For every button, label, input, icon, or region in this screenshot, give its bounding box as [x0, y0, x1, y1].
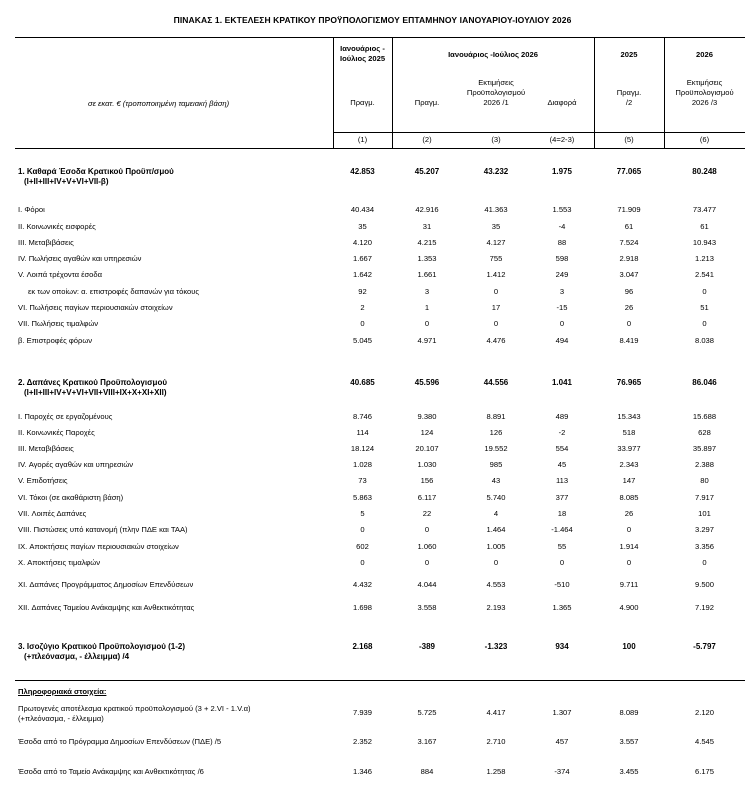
- value-cell: 15.343: [617, 412, 641, 421]
- sub-header-line: Εκτιμήσεις: [686, 78, 723, 87]
- value-cell: 1.307: [552, 708, 572, 717]
- row-label-line: II. Κοινωνικές Παροχές: [18, 428, 95, 437]
- row-label: [18, 603, 194, 613]
- value-cell: 2.343: [619, 460, 639, 469]
- value-cell: 80: [700, 476, 709, 485]
- row-label: [18, 428, 95, 438]
- value-cell: 76.965: [616, 378, 642, 387]
- value-cell: 1.005: [486, 542, 506, 551]
- value-cell: 19.552: [484, 444, 508, 453]
- value-cell: 4.553: [486, 580, 506, 589]
- value-cell: 0: [559, 319, 565, 328]
- row-label-line: β. Επιστροφές φόρων: [18, 336, 93, 345]
- header-line: Ιούλιος 2025: [339, 54, 386, 63]
- value-cell: 8.891: [486, 412, 506, 421]
- value-cell: 1.464: [486, 525, 506, 534]
- row-label: [18, 270, 102, 280]
- row-label-line: Πληροφοριακά στοιχεία:: [18, 687, 107, 696]
- value-cell: 1.041: [551, 378, 573, 387]
- row-label-line: (+πλεόνασμα, - έλλειμμα): [18, 714, 104, 723]
- value-cell: 934: [555, 642, 569, 651]
- row-label-line: (I+II+III+IV+V+VI+VII+VIII+IX+X+XI+XII): [24, 388, 167, 397]
- value-cell: 489: [555, 412, 569, 421]
- row-label-line: 1. Καθαρά Έσοδα Κρατικού Προϋπ/σμού: [18, 167, 174, 176]
- value-cell: 35: [358, 222, 367, 231]
- value-cell: 0: [360, 525, 365, 534]
- value-cell: 1.028: [352, 460, 372, 469]
- value-cell: 1.213: [694, 254, 714, 263]
- sub-header-line: 2026 /3: [691, 98, 718, 107]
- value-cell: 0: [493, 558, 499, 567]
- value-cell: 2.193: [486, 603, 506, 612]
- value-cell: 985: [489, 460, 503, 469]
- row-label: [18, 303, 173, 313]
- row-label: [18, 525, 188, 535]
- units-label: σε εκατ. € (τροποποιημένη ταμειακή βάση): [88, 99, 230, 108]
- value-cell: 156: [420, 476, 434, 485]
- value-cell: 9.500: [694, 580, 714, 589]
- value-cell: 4.044: [417, 580, 437, 589]
- value-cell: 2.352: [352, 737, 372, 746]
- sub-header: [333, 98, 392, 108]
- sub-header-line: Εκτιμήσεις: [478, 78, 514, 87]
- row-label: [18, 704, 251, 724]
- row-label: [18, 642, 185, 662]
- sub-header: [530, 98, 594, 108]
- value-cell: 8.089: [619, 708, 639, 717]
- row-label-line: IX. Αποκτήσεις παγίων περιουσιακών στοιχείων: [18, 542, 179, 551]
- value-cell: 457: [555, 737, 569, 746]
- row-label: [18, 378, 167, 398]
- value-cell: 3: [559, 287, 565, 296]
- value-cell: 0: [360, 319, 365, 328]
- value-cell: -4: [558, 222, 566, 231]
- value-cell: 0: [493, 319, 499, 328]
- header-line: Ιανουάριος -: [340, 44, 385, 53]
- row-label-line: VII. Πωλήσεις τιμαλφών: [18, 319, 99, 328]
- value-cell: 33.977: [617, 444, 641, 453]
- value-cell: 884: [420, 767, 434, 776]
- value-cell: 2.168: [352, 642, 373, 651]
- value-cell: 2.120: [694, 708, 714, 717]
- value-cell: 147: [622, 476, 636, 485]
- value-cell: 5.725: [417, 708, 437, 717]
- value-cell: 1.258: [486, 767, 506, 776]
- sub-header-line: Πραγμ.: [414, 98, 440, 107]
- value-cell: 4.432: [352, 580, 372, 589]
- value-cell: 61: [624, 222, 634, 231]
- value-cell: 602: [356, 542, 369, 551]
- value-cell: 1.914: [619, 542, 639, 551]
- value-cell: 1.642: [352, 270, 372, 279]
- value-cell: 17: [491, 303, 501, 312]
- value-cell: 1.365: [552, 603, 572, 612]
- row-label-line: IV. Αγορές αγαθών και υπηρεσιών: [18, 460, 134, 469]
- value-cell: 45.596: [414, 378, 440, 387]
- row-label-line: II. Κοινωνικές εισφορές: [18, 222, 96, 231]
- value-cell: 7.524: [619, 238, 639, 247]
- value-cell: 5.740: [486, 493, 506, 502]
- column-number: (6): [699, 135, 710, 144]
- value-cell: 43: [491, 476, 501, 485]
- value-cell: 377: [555, 493, 569, 502]
- value-cell: 0: [424, 525, 430, 534]
- value-cell: 1.667: [352, 254, 372, 263]
- value-cell: 4.215: [417, 238, 437, 247]
- column-number: (5): [624, 135, 634, 144]
- value-cell: -2: [558, 428, 566, 437]
- value-cell: 80.248: [692, 167, 717, 176]
- value-cell: 42.916: [415, 205, 439, 214]
- row-label-line: 2. Δαπάνες Κρατικού Προϋπολογισμού: [18, 378, 167, 387]
- row-label-line: VIII. Πιστώσεις υπό κατανομή (πλην ΠΔΕ και ΤΑΑ): [18, 525, 188, 534]
- value-cell: 42.853: [350, 167, 375, 176]
- value-cell: 4.417: [486, 708, 506, 717]
- row-label: [18, 319, 98, 329]
- column-number: (4=2-3): [549, 135, 575, 144]
- value-cell: -374: [554, 767, 570, 776]
- value-cell: 2.918: [619, 254, 639, 263]
- value-cell: -1.464: [551, 525, 573, 534]
- row-label: [18, 687, 106, 697]
- value-cell: 4.971: [417, 336, 437, 345]
- value-cell: 45.207: [414, 167, 440, 176]
- column-number: (3): [491, 135, 501, 144]
- value-cell: 3.297: [694, 525, 714, 534]
- value-cell: 0: [559, 558, 565, 567]
- row-label: [18, 476, 68, 486]
- value-cell: 1: [424, 303, 430, 312]
- header-group-2025: 2025: [620, 50, 638, 59]
- row-label: [18, 336, 92, 346]
- value-cell: 1.553: [552, 205, 572, 214]
- value-cell: -1.323: [484, 642, 508, 651]
- sub-header-line: /2: [625, 98, 633, 107]
- value-cell: 0: [424, 558, 430, 567]
- value-cell: 86.046: [692, 378, 717, 387]
- row-label: [18, 238, 74, 248]
- row-label-line: I. Παροχές σε εργαζομένους: [18, 412, 113, 421]
- value-cell: 124: [420, 428, 434, 437]
- value-cell: 1.698: [352, 603, 372, 612]
- row-label: [18, 558, 100, 568]
- header-group-2026-period: Ιανουάριος -Ιούλιος 2026: [448, 50, 538, 59]
- sub-header: [664, 78, 745, 108]
- row-label: [18, 460, 133, 470]
- value-cell: 8.038: [694, 336, 714, 345]
- value-cell: 4.476: [486, 336, 506, 345]
- value-cell: 18: [557, 509, 567, 518]
- value-cell: 4.120: [352, 238, 372, 247]
- value-cell: 0: [702, 558, 707, 567]
- value-cell: 92: [358, 287, 367, 296]
- value-cell: 0: [424, 319, 430, 328]
- table-title: ΠΙΝΑΚΑΣ 1. ΕΚΤΕΛΕΣΗ ΚΡΑΤΙΚΟΥ ΠΡΟΫΠΟΛΟΓΙΣΜΟΥ ΕΠΤΑΜΗΝΟΥ ΙΑΝΟΥΑΡΙΟΥ-ΙΟΥΛΙΟΥ 2026: [173, 15, 572, 25]
- sub-header-line: 2026 /1: [483, 98, 509, 107]
- value-cell: 44.556: [483, 378, 509, 387]
- sub-header: [392, 98, 462, 108]
- value-cell: 3.455: [619, 767, 639, 776]
- value-cell: 73: [358, 476, 367, 485]
- row-label-line: VII. Λοιπές Δαπάνες: [18, 509, 87, 518]
- row-label-line: IV. Πωλήσεις αγαθών και υπηρεσιών: [18, 254, 142, 263]
- value-cell: 3.047: [619, 270, 639, 279]
- value-cell: 5.045: [352, 336, 372, 345]
- header-group-2026: 2026: [696, 50, 713, 59]
- row-label-line: Έσοδα από το Ταμείο Ανάκαμψης και Ανθεκτικότητας /6: [18, 767, 204, 776]
- value-cell: 0: [626, 525, 632, 534]
- value-cell: 7.917: [694, 493, 714, 502]
- value-cell: 6.117: [417, 493, 437, 502]
- row-label: [18, 737, 221, 747]
- row-label: [18, 509, 86, 519]
- value-cell: 3.558: [417, 603, 437, 612]
- row-label: [18, 167, 174, 187]
- value-cell: 2.710: [486, 737, 506, 746]
- value-cell: 4: [493, 509, 499, 518]
- sub-header-line: Πραγμ.: [616, 88, 642, 97]
- value-cell: 18.124: [350, 444, 375, 453]
- header-sub-rule: [333, 132, 745, 133]
- value-cell: 4.900: [619, 603, 639, 612]
- value-cell: 3.557: [619, 737, 639, 746]
- value-cell: 3.356: [694, 542, 714, 551]
- value-cell: -510: [554, 580, 570, 589]
- value-cell: 9.380: [417, 412, 437, 421]
- value-cell: 101: [698, 509, 711, 518]
- row-label-line: Πρωτογενές αποτέλεσμα κρατικού προϋπολογισμού (3 + 2.VI - 1.V.α): [18, 704, 251, 713]
- value-cell: 1.975: [551, 167, 573, 176]
- sub-header: [462, 78, 530, 108]
- value-cell: 628: [698, 428, 711, 437]
- value-cell: 8.419: [619, 336, 639, 345]
- value-cell: 35: [491, 222, 501, 231]
- value-cell: 100: [622, 642, 636, 651]
- value-cell: 1.412: [486, 270, 506, 279]
- row-label-line: V. Επιδοτήσεις: [18, 476, 68, 485]
- row-label: [18, 254, 141, 264]
- value-cell: 1.353: [417, 254, 437, 263]
- row-label-line: XII. Δαπάνες Ταμείου Ανάκαμψης και Ανθεκτικότητας: [18, 603, 195, 612]
- column-number: (2): [422, 135, 432, 144]
- value-cell: 43.232: [483, 167, 509, 176]
- row-label-line: III. Μεταβιβάσεις: [18, 238, 74, 247]
- value-cell: 113: [555, 476, 569, 485]
- value-cell: 2.388: [694, 460, 714, 469]
- value-cell: 2.541: [694, 270, 714, 279]
- value-cell: 126: [489, 428, 503, 437]
- value-cell: 1.346: [352, 767, 372, 776]
- sub-header-line: Προϋπολογισμού: [466, 88, 526, 97]
- value-cell: 0: [493, 287, 499, 296]
- sub-header-line: Πραγμ.: [350, 98, 375, 107]
- row-label: [28, 287, 199, 297]
- value-cell: 77.065: [616, 167, 642, 176]
- value-cell: 61: [700, 222, 709, 231]
- row-label: [18, 542, 179, 552]
- value-cell: 31: [422, 222, 432, 231]
- value-cell: 494: [555, 336, 569, 345]
- value-cell: 9.711: [619, 580, 639, 589]
- row-label-line: Έσοδα από το Πρόγραμμα Δημοσίων Επενδύσεων (ΠΔΕ) /5: [18, 737, 222, 746]
- value-cell: 22: [422, 509, 432, 518]
- value-cell: 3: [424, 287, 430, 296]
- value-cell: 8.085: [619, 493, 639, 502]
- value-cell: 26: [624, 509, 634, 518]
- value-cell: -389: [418, 642, 435, 651]
- row-label-line: III. Μεταβιβάσεις: [18, 444, 74, 453]
- row-label: [18, 493, 123, 503]
- value-cell: 0: [360, 558, 365, 567]
- row-label-line: I. Φόροι: [18, 205, 45, 214]
- value-cell: 15.688: [692, 412, 717, 421]
- row-label: [18, 412, 112, 422]
- sub-header-line: Προϋπολογισμού: [675, 88, 734, 97]
- value-cell: 71.909: [617, 205, 641, 214]
- row-label: [18, 205, 45, 215]
- row-label-line: V. Λοιπά τρέχοντα έσοδα: [18, 270, 103, 279]
- info-section-rule: [15, 680, 745, 681]
- value-cell: 0: [702, 319, 707, 328]
- column-number: (1): [357, 135, 368, 144]
- row-label: [18, 767, 204, 777]
- value-cell: 0: [702, 287, 707, 296]
- row-label-line: (+πλεόνασμα, - έλλειμμα) /4: [24, 652, 130, 661]
- value-cell: 96: [624, 287, 634, 296]
- value-cell: 73.477: [692, 205, 717, 214]
- value-cell: 20.107: [415, 444, 439, 453]
- value-cell: 40.685: [350, 378, 375, 387]
- value-cell: 1.060: [417, 542, 437, 551]
- value-cell: 4.127: [486, 238, 506, 247]
- value-cell: 3.167: [417, 737, 437, 746]
- header-group-2025-period: [333, 44, 392, 64]
- value-cell: 35.897: [692, 444, 717, 453]
- value-cell: 8.746: [352, 412, 372, 421]
- value-cell: 518: [622, 428, 636, 437]
- row-label-line: VI. Πωλήσεις παγίων περιουσιακών στοιχείων: [18, 303, 173, 312]
- value-cell: 0: [626, 319, 632, 328]
- value-cell: 6.175: [694, 767, 714, 776]
- value-cell: 45: [557, 460, 567, 469]
- row-label-line: 3. Ισοζύγιο Κρατικού Προϋπολογισμού (1-2): [18, 642, 185, 651]
- value-cell: 26: [624, 303, 634, 312]
- value-cell: 88: [557, 238, 567, 247]
- value-cell: 51: [700, 303, 709, 312]
- value-cell: 249: [555, 270, 569, 279]
- row-label-line: VI. Τόκοι (σε ακαθάριστη βάση): [18, 493, 124, 502]
- value-cell: 5: [360, 509, 365, 518]
- value-cell: 7.192: [694, 603, 714, 612]
- value-cell: 2: [360, 303, 365, 312]
- row-label: [18, 444, 74, 454]
- sub-header-line: Διαφορά: [547, 98, 577, 107]
- row-label: [18, 222, 96, 232]
- row-label-line: X. Αποκτήσεις τιμαλφών: [18, 558, 101, 567]
- value-cell: 4.545: [694, 737, 714, 746]
- value-cell: 1.661: [417, 270, 437, 279]
- value-cell: 5.863: [352, 493, 372, 502]
- value-cell: 41.363: [484, 205, 508, 214]
- value-cell: 10.943: [692, 238, 717, 247]
- value-cell: 114: [356, 428, 369, 437]
- value-cell: 7.939: [352, 708, 372, 717]
- value-cell: 0: [626, 558, 632, 567]
- row-label-line: εκ των οποίων: α. επιστροφές δαπανών για τόκους: [28, 287, 200, 296]
- row-label: [18, 580, 193, 590]
- row-label-line: XI. Δαπάνες Προγράμματος Δημοσίων Επενδύσεων: [18, 580, 194, 589]
- value-cell: -5.797: [693, 642, 716, 651]
- row-label-line: (I+II+III+IV+V+VI+VII-β): [24, 177, 109, 186]
- sub-header: [594, 88, 664, 108]
- value-cell: 1.030: [417, 460, 437, 469]
- value-cell: 55: [557, 542, 567, 551]
- value-cell: 755: [489, 254, 503, 263]
- value-cell: 554: [555, 444, 569, 453]
- header-bottom-rule: [15, 148, 745, 149]
- header-top-rule: [15, 37, 745, 38]
- value-cell: -15: [556, 303, 568, 312]
- value-cell: 598: [555, 254, 569, 263]
- value-cell: 40.434: [350, 205, 375, 214]
